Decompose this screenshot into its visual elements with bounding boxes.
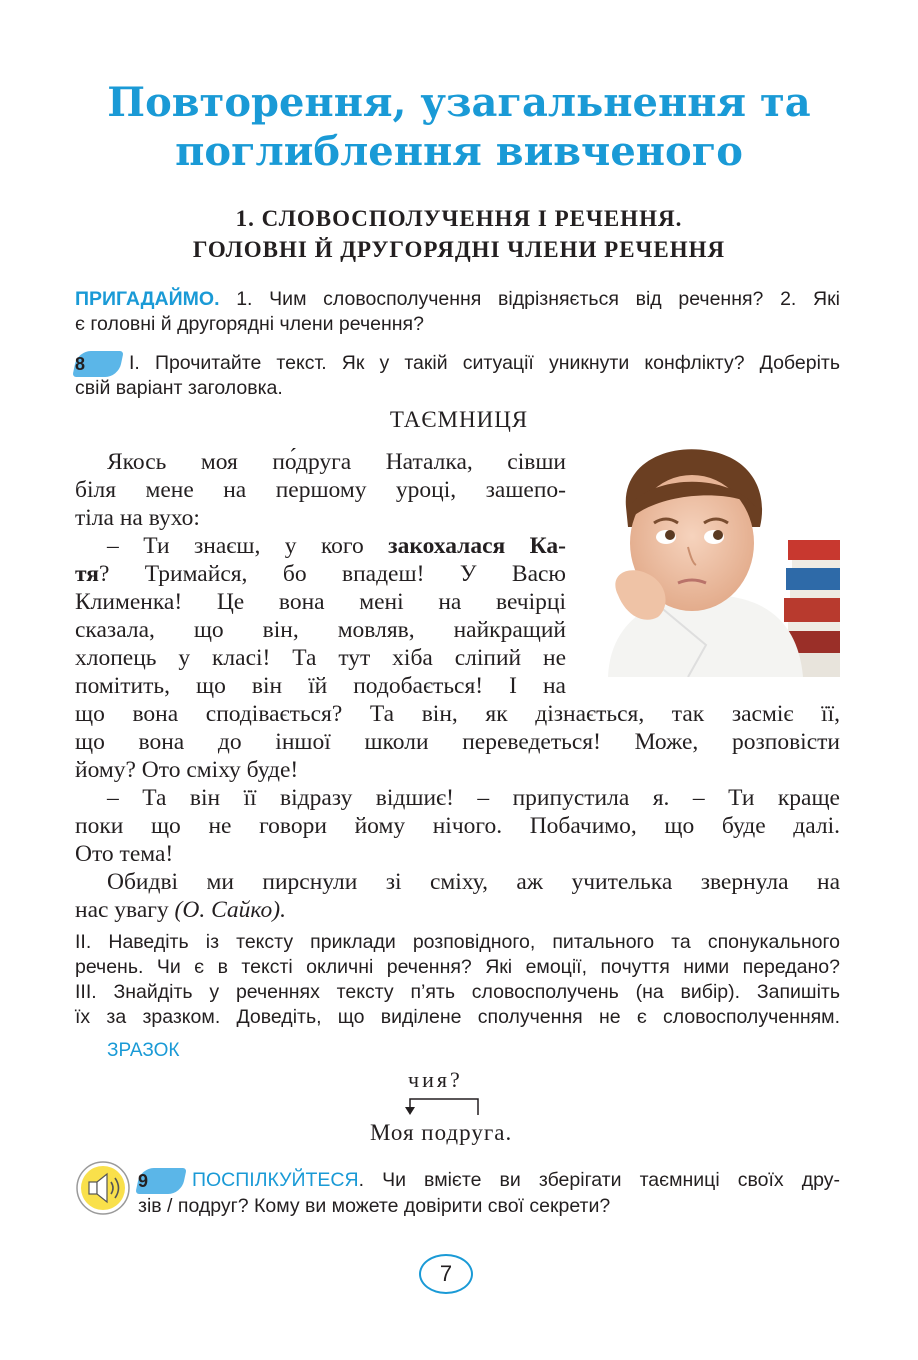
sample-label: ЗРАЗОК: [107, 1040, 180, 1061]
task-3-line-2: їх за зразком. Доведіть, що виділене сполучення не є словосполученням.: [75, 1006, 840, 1028]
story-title: ТАЄМНИЦЯ: [389, 407, 529, 432]
page-title: [0, 78, 918, 176]
story-line: поки що не говори йому нічого. Побачимо, що буде далі.: [75, 813, 840, 839]
title-line-2: поглиблення вивченого: [175, 128, 743, 175]
story-line: [75, 560, 566, 588]
section-title-line-1: 1. СЛОВОСПОЛУЧЕННЯ І РЕЧЕННЯ.: [235, 206, 683, 231]
story-line: що вона до іншої школи переведеться! Може, розповісти: [75, 729, 840, 755]
story-line: біля мене на першому уроці, зашепо-: [75, 477, 566, 503]
story-fragment: нас увагу: [75, 897, 175, 923]
exercise-9-text-1: . Чи вмієте ви зберігати таємниці своїх дру-: [358, 1169, 840, 1192]
speaker-icon: [75, 1160, 131, 1216]
exercise-9-line-2: зів / подруг? Кому ви можете довірити свої секрети?: [138, 1195, 611, 1217]
story-line: [75, 896, 840, 924]
exercise-number-badge: [135, 1168, 187, 1194]
story-line: Якось моя по́друга Наталка, сівши: [107, 449, 566, 475]
dependency-arrow: [400, 1095, 490, 1119]
story-line: сказала, що він, мовляв, найкращий: [75, 617, 566, 643]
task-2-line-1: ІІ. Наведіть із тексту приклади розповідного, питального та спонукального: [75, 931, 840, 953]
exercise-number-badge: [72, 351, 124, 377]
story-line: – Та він її відразу відшиє! – припустила я. – Ти краще: [107, 785, 840, 811]
communicate-label: ПОСПІЛКУЙТЕСЯ: [192, 1169, 359, 1192]
story-line: тіла на вухо:: [75, 505, 200, 531]
story-line: хлопець у класі! Та тут хіба сліпий не: [75, 645, 566, 671]
recall-line-2: є головні й другорядні члени речення?: [75, 313, 424, 335]
exercise-8-line-1: [75, 351, 840, 377]
story-emphasis: тя: [75, 561, 99, 587]
story-line: йому? Ото сміху буде!: [75, 757, 299, 783]
task-2-line-2: речень. Чи є в тексті окличні речення? Які емоції, почуття ними передано?: [75, 956, 840, 978]
page-number: 7: [419, 1254, 473, 1294]
task-3-line-1: ІІІ. Знайдіть у реченнях тексту п’ять словосполучень (на вибір). Запишіть: [75, 981, 840, 1003]
story-line: помітить, що він їй подобається! І на: [75, 673, 566, 699]
recall-text-1: 1. Чим словосполучення відрізняється від речення? 2. Які: [219, 288, 840, 310]
story-fragment: ? Тримайся, бо впадеш! У Васю: [98, 561, 566, 587]
story-line: [107, 532, 566, 560]
exercise-8-line-2: свій варіант заголовка.: [75, 377, 283, 399]
title-line-1: Повторення, узагальнення та: [107, 79, 811, 126]
story-line: Клименка! Це вона мені на вечірці: [75, 589, 566, 615]
exercise-number: 9: [138, 1171, 149, 1191]
section-title: [0, 203, 918, 265]
section-title-line-2: ГОЛОВНІ Й ДРУГОРЯДНІ ЧЛЕНИ РЕЧЕННЯ: [192, 237, 726, 262]
recall-line-1: [75, 287, 840, 312]
story-author: (О. Сайко).: [174, 897, 286, 923]
sample-phrase: Моя подруга.: [370, 1120, 513, 1145]
sample-question: чия?: [408, 1067, 463, 1092]
exercise-number: 8: [75, 354, 86, 374]
recall-label: ПРИГАДАЙМО.: [75, 288, 220, 310]
exercise-8-text-1: І. Прочитайте текст. Як у такій ситуації уникнути конфлікту? Доберіть: [129, 352, 840, 375]
story-line: Обидві ми пирснули зі сміху, аж учителька звернула на: [107, 869, 840, 895]
story-line: Ото тема!: [75, 841, 174, 867]
story-fragment: – Ти знаєш, у кого: [107, 533, 389, 559]
story-line: що вона сподівається? Та він, як дізнається, так засміє її,: [75, 701, 840, 727]
boy-photo: [588, 445, 840, 677]
exercise-9-line-1: [138, 1168, 840, 1194]
story-emphasis: закохалася Ка-: [388, 533, 566, 559]
